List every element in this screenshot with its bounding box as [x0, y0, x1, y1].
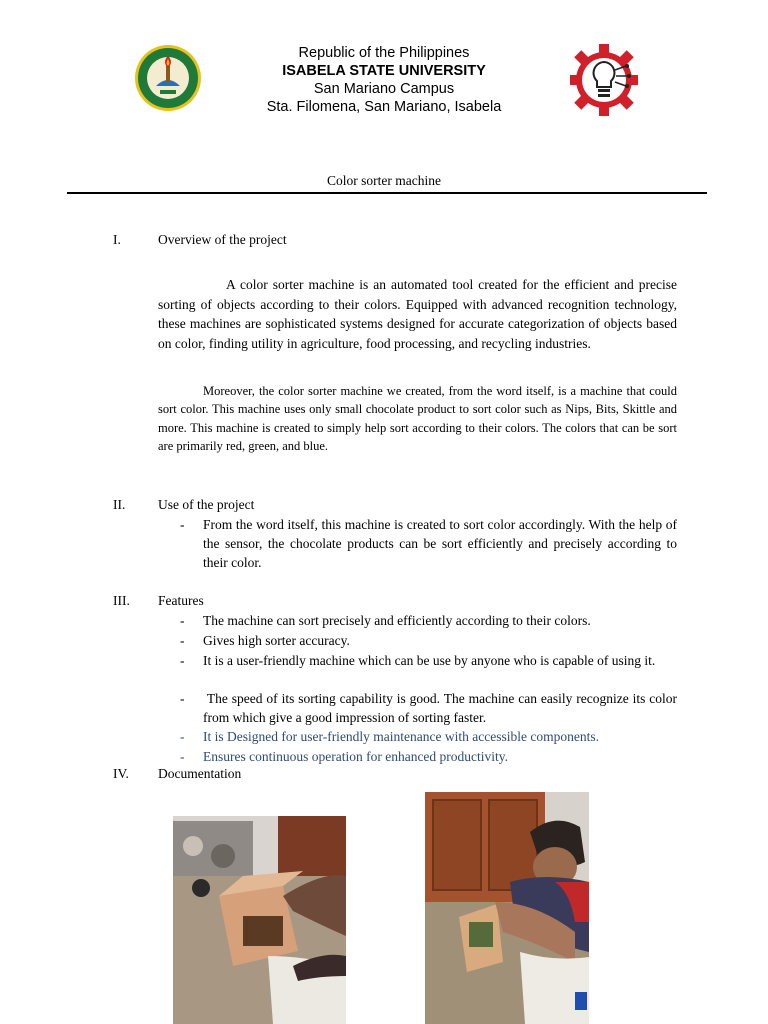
section-number-documentation: IV. [113, 766, 129, 781]
feature-item-text: It is Designed for user-friendly maintenance with accessible components. [203, 729, 599, 744]
header-divider [67, 192, 707, 194]
republic-line: Republic of the Philippines [298, 45, 470, 61]
section-heading-overview: Overview of the project [158, 232, 287, 247]
overview-paragraph-2: Moreover, the color sorter machine we created, from the word itself, is a machine that could sort color. This machine uses only small chocolate product to sort color such as Nips, Bits, Skittle and more. This machine is created to simply help sort according to their colors. The colors that can be sort are primarily red, green, and blue. [158, 384, 677, 453]
campus-address: Sta. Filomena, San Mariano, Isabela [266, 99, 502, 115]
list-item [180, 747, 677, 766]
list-item [180, 611, 677, 630]
use-item-text: From the word itself, this machine is created to sort color accordingly. With the help of the sensor, the chocolate products can be sort efficiently and precisely according to their color. [203, 517, 677, 570]
bullet-dash: - [180, 729, 185, 744]
documentation-photo-1 [173, 816, 346, 1024]
campus-name: San Mariano Campus [313, 81, 455, 97]
overview-paragraph-1: A color sorter machine is an automated tool created for the efficient and precise sorting of objects according to their colors. Equipped with advanced recognition technology, these machines are sophisticated systems designed for accurate categorization of objects based on color, finding utility in agriculture, food processing, and recycling industries. [158, 277, 677, 351]
feature-item-text: Gives high sorter accuracy. [203, 633, 350, 648]
bullet-dash: - [180, 749, 185, 764]
section-number-use: II. [113, 497, 126, 512]
feature-item-text: Ensures continuous operation for enhanced productivity. [203, 749, 509, 764]
university-name: ISABELA STATE UNIVERSITY [282, 63, 486, 79]
section-heading-features: Features [158, 593, 204, 608]
feature-item-text: It is a user-friendly machine which can be use by anyone who is capable of using it. [203, 653, 656, 668]
bullet-dash: - [180, 613, 185, 628]
section-heading-documentation: Documentation [158, 766, 242, 781]
letterhead [0, 44, 768, 116]
feature-item-text: The speed of its sorting capability is good. The machine can easily recognize its color from which give a good impression of sorting faster. [203, 691, 681, 725]
bullet-dash: - [180, 633, 185, 648]
document-title: Color sorter machine [327, 173, 441, 188]
list-item [180, 651, 677, 670]
section-number-features: III. [113, 593, 130, 608]
list-item [180, 689, 681, 727]
bullet-dash: - [180, 691, 185, 706]
list-item [180, 631, 677, 650]
bullet-dash: - [180, 653, 185, 668]
list-item [180, 727, 677, 746]
section-heading-use: Use of the project [158, 497, 255, 512]
section-number-overview: I. [113, 232, 121, 247]
bullet-dash: - [180, 517, 185, 532]
feature-item-text: The machine can sort precisely and efficiently according to their colors. [203, 613, 591, 628]
list-item [180, 515, 677, 572]
documentation-photo-2 [425, 792, 589, 1024]
